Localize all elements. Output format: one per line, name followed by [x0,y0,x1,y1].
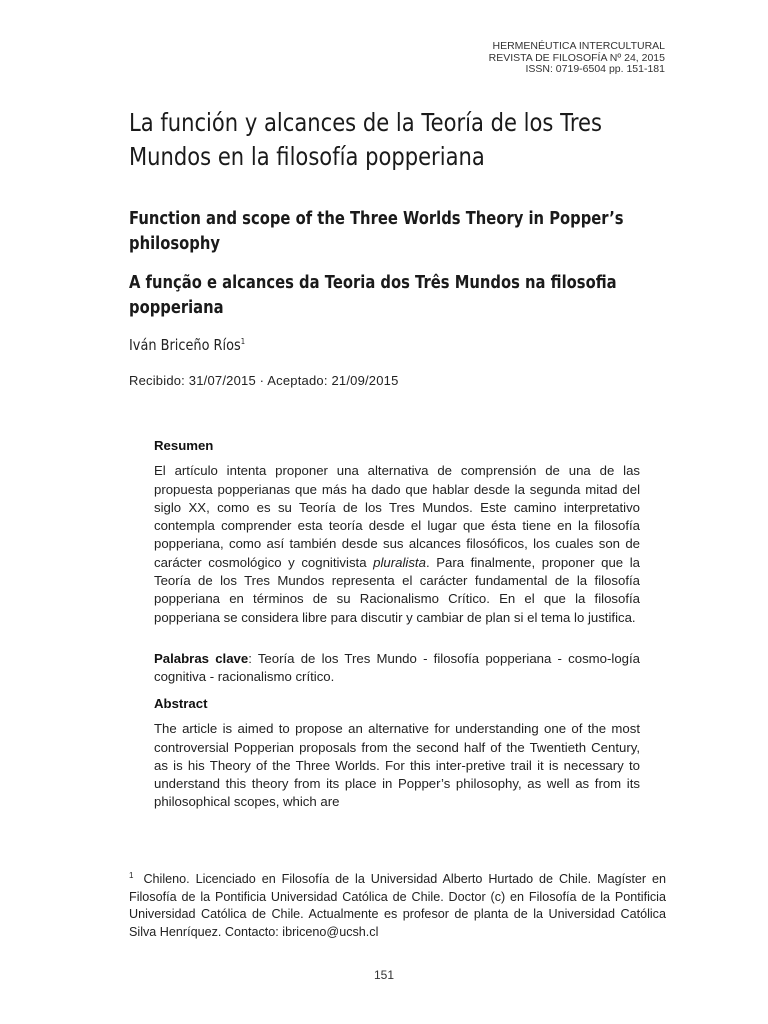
journal-issn: ISSN: 0719-6504 pp. 151-181 [525,63,665,75]
portuguese-title: A função e alcances da Teoria dos Três Mundos na filosofia popperiana [129,272,617,318]
keywords-section [154,650,640,687]
abstract-section [154,695,640,812]
submission-dates: Recibido: 31/07/2015 · Aceptado: 21/09/2015 [129,373,399,388]
english-title: Function and scope of the Three Worlds Theory in Popper’s philosophy [129,208,624,254]
journal-name: HERMENÉUTICA INTERCULTURAL [492,40,665,52]
article-title: La función y alcances de la Teoría de los Tres Mundos en la filosofía popperiana [129,108,602,171]
resumen-italic-term: pluralista [373,554,426,570]
footnote-text: Chileno. Licenciado en Filosofía de la Universidad Alberto Hurtado de Chile. Magíster en Filosofía de la Pontificia Universidad Católica de Chile. Doctor (c) en Filosofía de la Pontificia Universidad Católica de Chile. Actualmente es profesor de planta de la Universidad Católica Silva Henríquez. Contacto: ibriceno@ucsh.cl [129,872,666,939]
author-footnote [129,867,666,941]
resumen-section [154,437,640,627]
keywords-list: : Teoría de los Tres Mundo - filosofía popperiana - cosmo-logía cognitiva - racionalismo crítico. [154,651,640,685]
resumen-text-part-2: . Para finalmente, proponer que la Teoría de los Tres Mundos representa el carácter fundamental de la filosofía popperiana en términos de su Racionalismo Crítico. En el que la filosofía popperiana se considera libre para discutir y cambiar de plan si el tema lo justifica. [154,554,641,625]
abstract-text: The article is aimed to propose an alternative for understanding one of the most controversial Popperian proposals from the second half of the Twentieth Century, as is his Theory of the Three Worlds. For this inter-pretive trail it is necessary to understand this theory from its place in Popper’s philosophy, as well as from its philosophical scopes, which are [154,721,640,810]
abstract-heading: Abstract [154,696,208,711]
author-name: Iván Briceño Ríos [129,336,241,354]
keywords-label: Palabras clave [154,651,249,666]
resumen-text [154,462,640,627]
journal-header [489,41,665,76]
journal-issue: REVISTA DE FILOSOFÍA Nº 24, 2015 [488,51,665,64]
page-number: 151 [373,968,395,982]
resumen-text-part-1: El artículo intenta proponer una alternativa de comprensión de una de las propuesta popperianas que más ha dado que hablar desde la segunda mitad del siglo XX, como es su Teoría de los Tres Mundos. Este camino interpretativo contempla comprender esta teoría desde el lugar que ésta tiene en la filosofía popperiana, como así también desde sus alcances filosóficos, los cuales son de carácter cosmológico y cognitivista [154,463,640,570]
author-footnote-mark: 1 [240,337,246,346]
keywords-text [154,650,640,687]
resumen-heading: Resumen [154,438,214,453]
author [129,336,245,354]
footnote-mark: 1 [129,871,134,880]
